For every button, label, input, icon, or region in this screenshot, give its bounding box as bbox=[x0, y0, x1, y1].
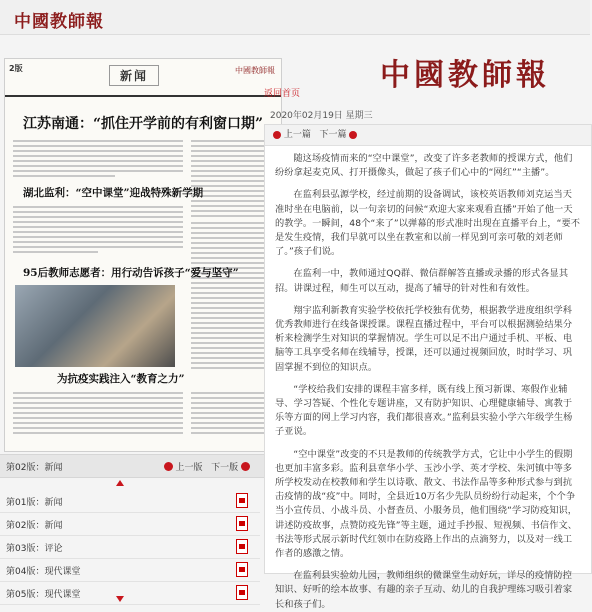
home-link[interactable]: 返回首页 bbox=[264, 89, 301, 99]
newspaper-page-thumbnail[interactable] bbox=[4, 58, 282, 452]
list-item[interactable] bbox=[0, 513, 260, 536]
list-item[interactable] bbox=[0, 582, 260, 605]
newspaper-masthead bbox=[5, 59, 281, 97]
scroll-up-icon[interactable] bbox=[116, 480, 124, 486]
edition-label[interactable]: 第02版：新闻 bbox=[6, 521, 63, 531]
article-content bbox=[264, 124, 592, 610]
list-item[interactable] bbox=[0, 490, 260, 513]
current-section: 第02版：新闻 bbox=[6, 463, 63, 473]
pdf-icon[interactable] bbox=[236, 585, 248, 600]
next-article-link[interactable]: 下一篇 bbox=[319, 130, 347, 140]
page-number: 2版 bbox=[9, 64, 23, 73]
top-bar bbox=[0, 0, 590, 35]
article-paragraph: “学校给我们安排的课程丰富多样，既有线上预习新课、寒假作业辅导、学习答疑、个性化专题讲座，又有防护知识、心理健康辅导、寓教于乐等方面的网上学习内容，我们都很喜欢。”监利县实验小学六年级学生杨子亚说。 bbox=[275, 383, 573, 438]
prev-page-link[interactable]: 上一版 bbox=[175, 463, 203, 473]
pdf-icon[interactable] bbox=[236, 539, 248, 554]
edition-label[interactable]: 第04版：现代课堂 bbox=[6, 567, 81, 577]
section-bar bbox=[0, 454, 280, 478]
headline-jianli[interactable]: 湖北监利：“空中课堂”迎战特殊新学期 bbox=[23, 187, 204, 199]
section-nav bbox=[164, 460, 250, 473]
text-block bbox=[13, 137, 183, 180]
edition-label[interactable]: 第01版：新闻 bbox=[6, 498, 63, 508]
pdf-icon[interactable] bbox=[236, 562, 248, 577]
edition-label[interactable]: 第03版：评论 bbox=[6, 544, 63, 554]
main-logo: 中國教師報 bbox=[380, 58, 550, 93]
newspaper-brand: 中國教師報 bbox=[235, 66, 275, 75]
article-panel bbox=[260, 34, 590, 610]
pdf-icon[interactable] bbox=[236, 493, 248, 508]
article-paragraph: 在监利县弘源学校，经过前期的设备调试，该校英语教师刘克运当天准时坐在电脑前，以一句亲切的问候“欢迎大家来观看直播”开始了他一天的教学。一瞬间，48个“来了”以弹幕的形式准时出现在直播平台上，“要不是发生疫情，我们早就可以坐在教室和以前一样见到可亲可敬的刘老师了。”孩子们说。 bbox=[275, 189, 581, 258]
page-section: 新闻 bbox=[109, 65, 159, 86]
news-photo bbox=[15, 285, 175, 367]
headline-education-power[interactable]: 为抗疫实践注入“教育之力” bbox=[57, 373, 185, 385]
article-nav bbox=[265, 125, 591, 146]
edition-label[interactable]: 第05版：现代课堂 bbox=[6, 590, 81, 600]
issue-date: 2020年02月19日 星期三 bbox=[270, 111, 373, 121]
scroll-down-icon[interactable] bbox=[116, 596, 124, 602]
article-paragraph: 随这场疫情而来的“空中课堂”，改变了许多老教师的授课方式，他们纷纷拿起麦克风、打开摄像头，做起了孩子们心中的“网红”“主播”。 bbox=[275, 153, 573, 179]
article-paragraph: 翔宇监利新教育实验学校依托学校独有优势，根据教学进度组织学科优秀教师进行在线备课授课。课程直播过程中，平台可以根据测验结果分析来检测学生对知识的掌握情况。学生可以足不出户通过手机、平板、电脑等工具享受名师在线辅导，授课，还可以通过视频回放，时时学习、巩固掌握不到位的知识点。 bbox=[275, 304, 573, 373]
headline-nantong[interactable]: 江苏南通：“抓住开学前的有利窗口期” bbox=[23, 116, 264, 132]
text-block bbox=[13, 203, 183, 256]
next-page-link[interactable]: 下一版 bbox=[211, 463, 239, 473]
prev-arrow-icon bbox=[164, 462, 173, 471]
edition-list bbox=[0, 490, 260, 605]
article-body bbox=[265, 146, 591, 612]
pdf-icon[interactable] bbox=[236, 516, 248, 531]
left-panel bbox=[0, 34, 275, 600]
list-item[interactable] bbox=[0, 536, 260, 559]
headline-volunteers[interactable]: 95后教师志愿者：用行动告诉孩子“爱与坚守” bbox=[23, 267, 239, 279]
list-item[interactable] bbox=[0, 559, 260, 582]
article-paragraph: 在监利一中，教师通过QQ群、微信群解答直播或录播的形式各显其招。讲课过程，师生可以互动，提高了辅导的针对性和有效性。 bbox=[275, 268, 569, 294]
article-paragraph: “空中课堂”改变的不只是教师的传统教学方式，它让中小学生的假期也更加丰富多彩。监利县章华小学、玉沙小学、英才学校、朱河镇中等多所学校发动在校教师和学生以诗歌、散文、书法作品等多种形式参与到抗击疫情的战“疫”中。同时，全县近10万名少先队员纷纷行动起来，个个争当小宣传员、小战斗员、小督查员、小服务员，他们围绕“学习防疫知识，讲述防疫故事，点赞防疫先锋”等主题，通过手抄报、短视频、书信作文、书法等形式展示新时代红领巾在防疫路上作出的点滴努力，以及对一线工作者的感激之情。 bbox=[275, 448, 578, 560]
article-paragraph: 在监利县实验幼儿园，教师组织的微课堂生动好玩，详尽的疫情防控知识、好听的绘本故事、有趣的亲子互动、幼儿的自我护理练习吸引着家长和孩子们。 bbox=[275, 570, 573, 610]
prev-arrow-icon bbox=[273, 131, 281, 139]
next-arrow-icon bbox=[241, 462, 250, 471]
text-block bbox=[13, 389, 183, 437]
site-logo[interactable]: 中國教師報 bbox=[14, 12, 104, 32]
next-arrow-icon bbox=[349, 131, 357, 139]
prev-article-link[interactable]: 上一篇 bbox=[283, 130, 311, 140]
